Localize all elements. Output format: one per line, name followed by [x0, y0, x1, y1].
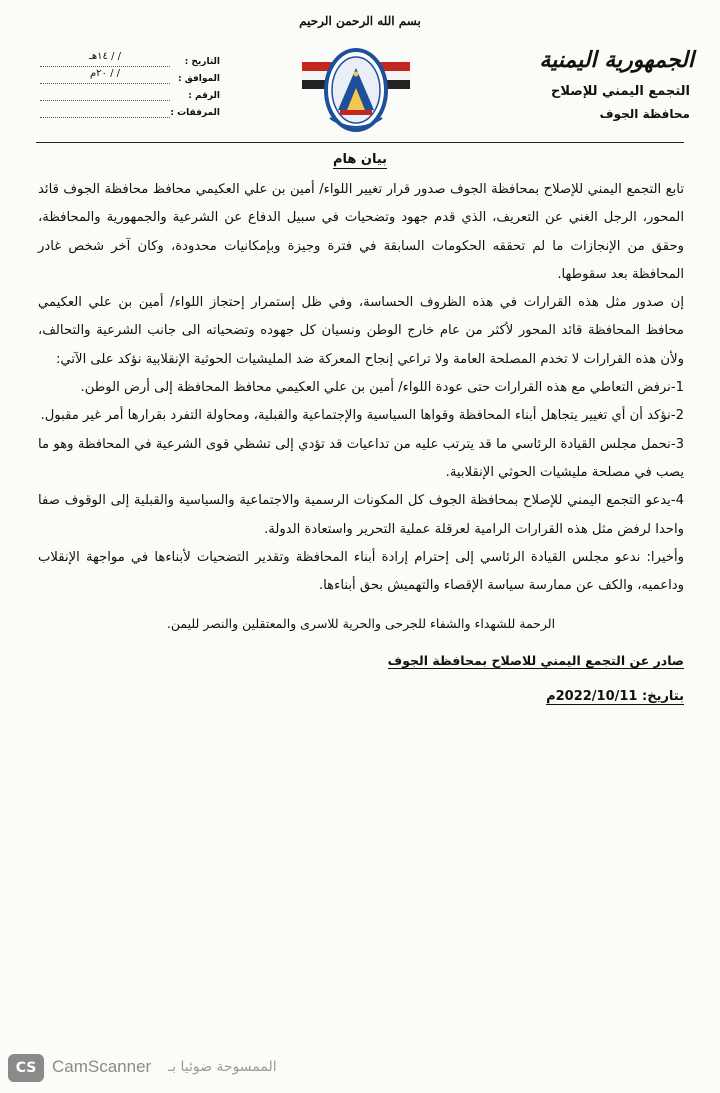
paragraph-final: وأخيرا: ندعو مجلس القيادة الرئاسي إلى إحترام إرادة أبناء المحافظة وتقدير التضحيات لأبناءها في مواجهة الإنقلاب وداعميه، والكف عن ممارسة سياسة الإقصاء والتهميش بحق أبناءها.: [38, 549, 684, 594]
basmala-heading: بسم الله الرحمن الرحيم: [299, 14, 421, 28]
list-item-4: 4-يدعو التجمع اليمني للإصلاح بمحافظة الجوف كل المكونات الرسمية والاجتماعية والسياسية والقبلية إلى الوقوف صفا واحدا لرفض مثل هذه القرارات الرامية لعرقلة عملية التحرير واستعادة الدولة.: [38, 493, 684, 537]
statement-title: بيان هام: [332, 152, 388, 167]
ref-row-corresponding: الموافق : / / ٢٠م: [40, 67, 220, 84]
governorate-name: محافظة الجوف: [599, 107, 690, 121]
ref-row-attachments: المرفقات :: [40, 101, 220, 118]
header-divider: [36, 142, 684, 143]
statement-body: [38, 176, 684, 711]
list-item-2: 2-نؤكد أن أي تغيير يتجاهل أبناء المحافظة وقواها السياسية والإجتماعية والقبلية، ومحاولة التفرد بقرارها أمر غير مقبول.: [40, 408, 684, 424]
letterhead-right: [494, 44, 694, 121]
camscanner-watermark: [8, 1052, 712, 1086]
ref-row-date: التاريخ : / / ١٤هـ: [40, 50, 220, 67]
issue-date: بتاريخ: 2022/10/11م: [546, 689, 684, 705]
reference-block: [40, 50, 220, 118]
list-item-3: 3-نحمل مجلس القيادة الرئاسي ما قد يترتب عليه من تداعيات قد تؤدي إلى تشظي قوى الشرعية في المحافظة وهو ما يصب في مصلحة مليشيات الحوثي الإنقلابية.: [38, 436, 684, 480]
camscanner-arabic-caption: الممسوحة ضوئيا بـ: [168, 1059, 277, 1075]
camscanner-logo-icon: CS: [8, 1054, 44, 1082]
paragraph-intro: تابع التجمع اليمني للإصلاح بمحافظة الجوف صدور قرار تغيير اللواء/ أمين بن علي العكيمي محافظ محافظة الجوف قائد المحور، الرجل الغني عن التعريف، الذي قدم جهود وتضحيات في سبيل الدفاع عن الشرعية والجمهورية والمحافظة، وحقق من الإنجازات ما لم تحققه الحكومات السابقة في فترة وجيزة وبإمكانيات محدودة، وكان آخر شخص غادر المحافظة بعد سقوطها.: [38, 182, 684, 282]
paragraph-context: إن صدور مثل هذه القرارات في هذه الظروف الحساسة، وفي ظل إستمرار إحتجاز اللواء/ أمين بن علي العكيمي محافظ المحافظة قائد المحور لأكثر من عام خارج الوطن ونسيان كل جهوده وتضحياته الى جانب الشرعية والتحالف، ولأن هذه القرارات لا تخدم المصلحة العامة ولا تراعي إنجاح المعركة ضد المليشيات الحوثية الإنقلابية نؤكد على الآتي:: [38, 295, 684, 367]
closing-prayer: الرحمة للشهداء والشفاء للجرحى والحرية للاسرى والمعتقلين والنصر لليمن.: [166, 616, 556, 632]
list-item-1: 1-نرفض التعاطي مع هذه القرارات حتى عودة اللواء/ أمين بن علي العكيمي محافظ المحافظة إلى أرض الوطن.: [80, 380, 684, 396]
ref-row-number: الرقم :: [40, 84, 220, 101]
country-calligraphy: الجمهورية اليمنية: [539, 47, 694, 73]
camscanner-app-name: CamScanner: [52, 1057, 152, 1076]
party-logo: [300, 44, 412, 138]
organization-name: التجمع اليمني للإصلاح: [550, 84, 690, 99]
issued-by: صادر عن التجمع اليمني للاصلاح بمحافظة الجوف: [387, 652, 684, 668]
